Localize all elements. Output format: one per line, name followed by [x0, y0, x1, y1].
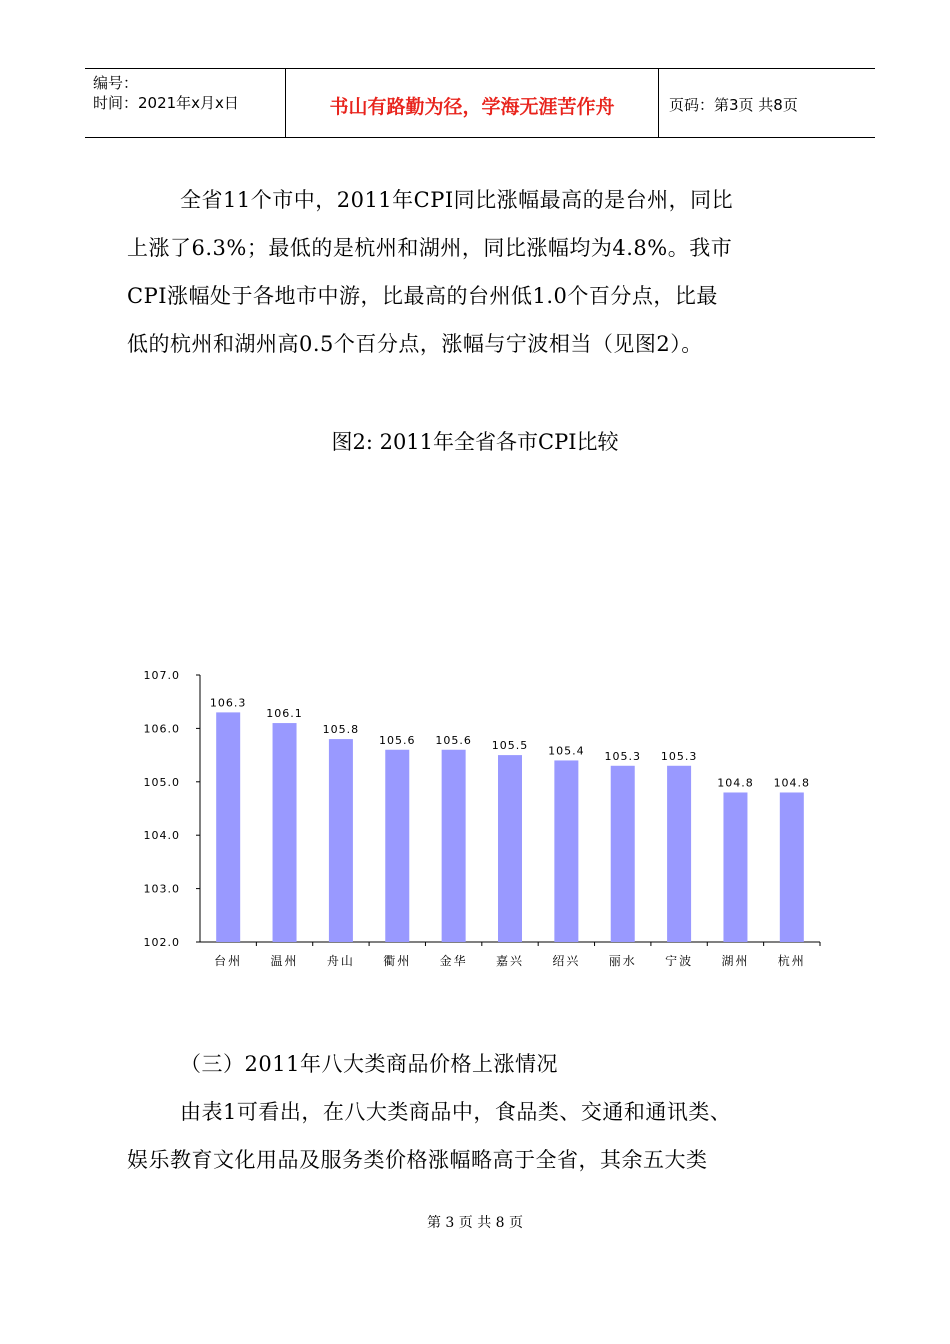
bar [554, 760, 578, 942]
category-label: 嘉兴 [495, 954, 525, 968]
category-label: 金华 [439, 954, 468, 968]
time-label: 时间：2021年x月x日 [93, 94, 239, 112]
category-label: 衢州 [383, 954, 412, 968]
section-heading: （三）2011年八大类商品价格上涨情况 [180, 1052, 558, 1076]
data-label: 105.8 [322, 723, 360, 737]
data-label: 105.3 [604, 749, 641, 763]
data-label: 104.8 [773, 776, 811, 790]
bar [723, 792, 747, 942]
category-label: 台州 [214, 954, 243, 968]
category-label: 温州 [270, 954, 299, 968]
bar [216, 712, 240, 942]
data-label: 105.3 [660, 749, 698, 763]
header-table [85, 68, 875, 138]
bar [273, 723, 297, 942]
header-page-cell [659, 69, 875, 137]
y-tick-label: 103.0 [143, 882, 180, 896]
y-tick-label: 106.0 [143, 722, 180, 736]
data-label: 105.6 [379, 733, 416, 747]
figure-title: 图2: 2011年全省各市CPI比较 [331, 430, 619, 454]
bar [442, 750, 466, 942]
y-tick-label: 105.0 [143, 775, 180, 789]
motto-text: 书山有路勤为径，学海无涯苦作舟 [329, 96, 615, 118]
category-label: 宁波 [665, 954, 694, 968]
page-footer: 第 3 页 共 8 页 [426, 1215, 524, 1231]
bar [667, 766, 691, 942]
y-tick-label: 107.0 [143, 669, 180, 682]
data-label: 106.3 [209, 696, 247, 710]
paragraph2-line-1: 由表1可看出，在八大类商品中，食品类、交通和通讯类、 [180, 1100, 732, 1124]
bar [611, 766, 635, 942]
data-label: 106.1 [266, 707, 303, 721]
data-label: 105.4 [548, 744, 585, 758]
category-label: 杭州 [777, 954, 806, 968]
bar [780, 792, 804, 942]
category-label: 舟山 [326, 954, 355, 968]
paragraph-line-3: CPI涨幅处于各地市中游，比最高的台州低1.0个百分点，比最 [127, 284, 718, 308]
data-label: 104.8 [717, 776, 754, 790]
paragraph-line-1: 全省11个市中，2011年CPI同比涨幅最高的是台州，同比 [180, 188, 734, 212]
bar [498, 755, 522, 942]
paragraph-line-2: 上涨了6.3%；最低的是杭州和湖州，同比涨幅均为4.8%。我市 [127, 236, 733, 260]
header-info-cell [85, 69, 286, 137]
y-tick-label: 104.0 [143, 829, 180, 843]
bar [329, 739, 353, 942]
number-label: 编号： [93, 74, 139, 92]
data-label: 105.5 [491, 739, 529, 753]
category-label: 绍兴 [552, 954, 581, 968]
paragraph-line-4: 低的杭州和湖州高0.5个百分点，涨幅与宁波相当（见图2）。 [127, 332, 703, 356]
category-label: 湖州 [721, 954, 750, 968]
paragraph2-line-2: 娱乐教育文化用品及服务类价格涨幅略高于全省，其余五大类 [127, 1148, 708, 1172]
y-tick-label: 102.0 [143, 936, 180, 949]
header-motto-cell [286, 69, 659, 137]
data-label: 105.6 [435, 733, 472, 747]
page-label: 页码：第3页 共8页 [669, 96, 798, 114]
bar [385, 750, 409, 942]
category-label: 丽水 [608, 954, 637, 968]
cpi-bar-chart [125, 650, 835, 990]
